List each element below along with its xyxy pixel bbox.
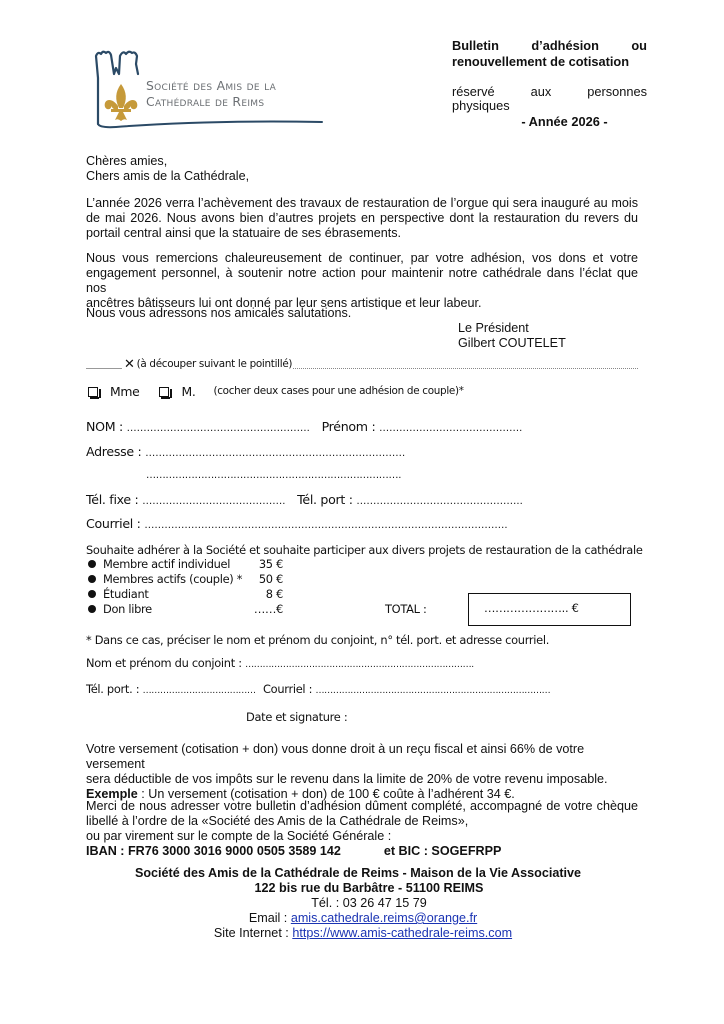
membership-label: Membre actif individuel [103, 557, 231, 571]
footer-site-label: Site Internet : [213, 926, 289, 940]
spouse-name-row [86, 656, 474, 673]
cut-line-dotted [293, 368, 638, 369]
signature-block [458, 321, 566, 351]
membership-option[interactable] [88, 587, 283, 602]
footer-site-link[interactable]: https://www.amis-cathedrale-reims.com [292, 926, 513, 940]
civility-row [88, 384, 464, 399]
membership-option[interactable] [88, 572, 283, 587]
courriel-row [86, 516, 508, 533]
membership-price: 8 € [265, 587, 283, 601]
example-text: : Un versement (cotisation + don) de 100 € coûte à l’adhérent 34 €. [137, 787, 515, 801]
signature-name: Gilbert COUTELET [458, 336, 566, 350]
bullet-icon [88, 590, 96, 598]
prenom-label: Prénom : [321, 419, 376, 434]
scissors-icon: ✕ [124, 357, 135, 372]
example-label: Exemple [86, 787, 138, 801]
fleur-de-lis-icon [101, 82, 141, 124]
spouse-email-field[interactable]: ……………………………………………………………………… [315, 686, 551, 696]
cut-line-solid [86, 368, 122, 369]
tax-line: Votre versement (cotisation + don) vous donne droit à un reçu fiscal et ainsi 66% de votre versement [86, 742, 585, 771]
membership-option[interactable] [88, 557, 283, 572]
telephone-row [86, 492, 523, 509]
footer-email-label: Email : [248, 911, 288, 925]
membership-price: ……€ [253, 602, 283, 616]
spouse-note: * Dans ce cas, préciser le nom et prénom du conjoint, n° tél. port. et adresse courriel. [86, 633, 550, 647]
spouse-tel-field[interactable]: ………………………………… [142, 686, 256, 696]
checkbox-mme[interactable] [88, 387, 98, 397]
logo-text-line1: Société des Amis de la [146, 78, 277, 93]
paragraph-line: L’année 2026 verra l’achèvement des travaux de restauration de l’orgue qui sera inauguré au mois [86, 196, 638, 210]
spouse-name-label: Nom et prénom du conjoint : [86, 656, 242, 670]
spouse-email-label: Courriel : [263, 682, 313, 696]
bulletin-header [452, 38, 647, 129]
checkbox-mme-label: Mme [110, 384, 140, 399]
footer-email-row [88, 911, 638, 926]
bullet-icon [88, 575, 96, 583]
membership-options [88, 557, 283, 617]
logo-text-line2: Cathédrale de Reims [146, 94, 265, 109]
bullet-icon [88, 560, 96, 568]
membership-price: 35 € [258, 557, 283, 571]
civility-note: (cocher deux cases pour une adhésion de couple)* [213, 385, 464, 397]
bulletin-subtitle-line1: réservé aux personnes [452, 84, 647, 99]
adresse-label: Adresse : [86, 444, 142, 459]
cut-instruction: (à découper suivant le pointillé) [136, 358, 293, 370]
society-logo [86, 42, 326, 130]
membership-label: Don libre [103, 602, 152, 616]
spouse-tel-label: Tél. port. : [86, 682, 140, 696]
paragraph-line: ancêtres bâtisseurs lui ont donné par leur sens artistique et leur labeur. [86, 296, 482, 310]
membership-label: Membres actifs (couple) * [103, 572, 243, 586]
membership-label: Étudiant [103, 587, 149, 601]
signature-title: Le Président [458, 321, 529, 335]
greeting-line1: Chères amies, [86, 154, 168, 168]
membership-intro: Souhaite adhérer à la Société et souhaite participer aux divers projets de restauration de la cathédrale [86, 543, 643, 557]
total-box[interactable] [468, 593, 631, 626]
tax-info [86, 742, 646, 802]
total-value: ………………….. € [484, 601, 579, 615]
total-label: TOTAL : [385, 602, 427, 616]
bank-details [86, 844, 638, 859]
courriel-field[interactable]: ………………………………………………………………………………………………. [144, 520, 508, 531]
tel-port-label: Tél. port : [297, 492, 353, 507]
footer [86, 866, 638, 941]
prenom-field[interactable]: ……………………………………. [379, 423, 523, 434]
tel-fixe-label: Tél. fixe : [86, 492, 139, 507]
letter-closing: Nous vous adressons nos amicales salutations. [86, 306, 352, 320]
letter-greeting [86, 154, 638, 184]
greeting-line2: Chers amis de la Cathédrale, [86, 169, 250, 183]
payment-line: Merci de nous adresser votre bulletin d’adhésion dûment complété, accompagné de votre chèque [86, 799, 638, 813]
iban: IBAN : FR76 3000 3016 9000 0505 3589 142 [86, 844, 341, 858]
nom-field[interactable]: ………………………………………………. [126, 423, 310, 434]
tel-fixe-field[interactable]: ……………………………………. [142, 496, 286, 507]
paragraph-line: portail central ainsi que la statuaire de ses ébrasements. [86, 226, 402, 240]
tel-port-field[interactable]: ………………………………………….. [356, 496, 523, 507]
payment-line: ou par virement sur le compte de la Société Générale : [86, 829, 392, 843]
spouse-contact-row [86, 682, 550, 699]
footer-org: Société des Amis de la Cathédrale de Reims - Maison de la Vie Associative [134, 866, 582, 880]
bic: et BIC : SOGEFRPP [383, 844, 502, 858]
nom-row [86, 419, 522, 436]
footer-address: 122 bis rue du Barbâtre - 51100 REIMS [254, 881, 484, 895]
date-signature-label: Date et signature : [246, 710, 348, 724]
adresse-row [86, 444, 405, 461]
spouse-name-field[interactable]: ……………………………………………………………………. [245, 660, 474, 670]
membership-price: 50 € [258, 572, 283, 586]
payment-line: libellé à l’ordre de la «Société des Amis de la Cathédrale de Reims», [86, 814, 469, 828]
courriel-label: Courriel : [86, 516, 141, 531]
footer-tel: Tél. : 03 26 47 15 79 [311, 896, 427, 910]
letter-paragraph-1 [86, 196, 638, 241]
bulletin-year: - Année 2026 - [521, 114, 608, 129]
paragraph-line: de mai 2026. Nous avons bien d’autres projets en perspective dont la restauration du revers du [86, 211, 638, 225]
paragraph-line: Nous vous remercions chaleureusement de continuer, par votre adhésion, vos dons et votre [86, 251, 638, 265]
footer-email-link[interactable]: amis.cathedrale.reims@orange.fr [290, 911, 478, 925]
checkbox-m-label: M. [181, 384, 196, 399]
checkbox-m[interactable] [159, 387, 169, 397]
cut-line [86, 357, 638, 372]
paragraph-line: engagement personnel, à soutenir notre action pour maintenir notre cathédrale dans l’éclat que nos [86, 266, 638, 295]
membership-option[interactable] [88, 602, 283, 617]
nom-label: NOM : [86, 419, 123, 434]
adresse-field-1[interactable]: …………………………………………………………………… [145, 448, 406, 459]
bullet-icon [88, 605, 96, 613]
footer-site-row [88, 926, 638, 941]
bulletin-subtitle-line2: physiques [452, 98, 510, 113]
bulletin-title-line2: renouvellement de cotisation [452, 54, 630, 69]
tax-line: sera déductible de vos impôts sur le revenu dans la limite de 20% de votre revenu imposable. [86, 772, 608, 786]
bulletin-title-line1: Bulletin d’adhésion ou [452, 38, 647, 53]
letter-paragraph-2 [86, 251, 638, 311]
payment-info [86, 799, 638, 859]
adresse-field-2[interactable]: ……………………………………………………………………. [146, 470, 402, 481]
